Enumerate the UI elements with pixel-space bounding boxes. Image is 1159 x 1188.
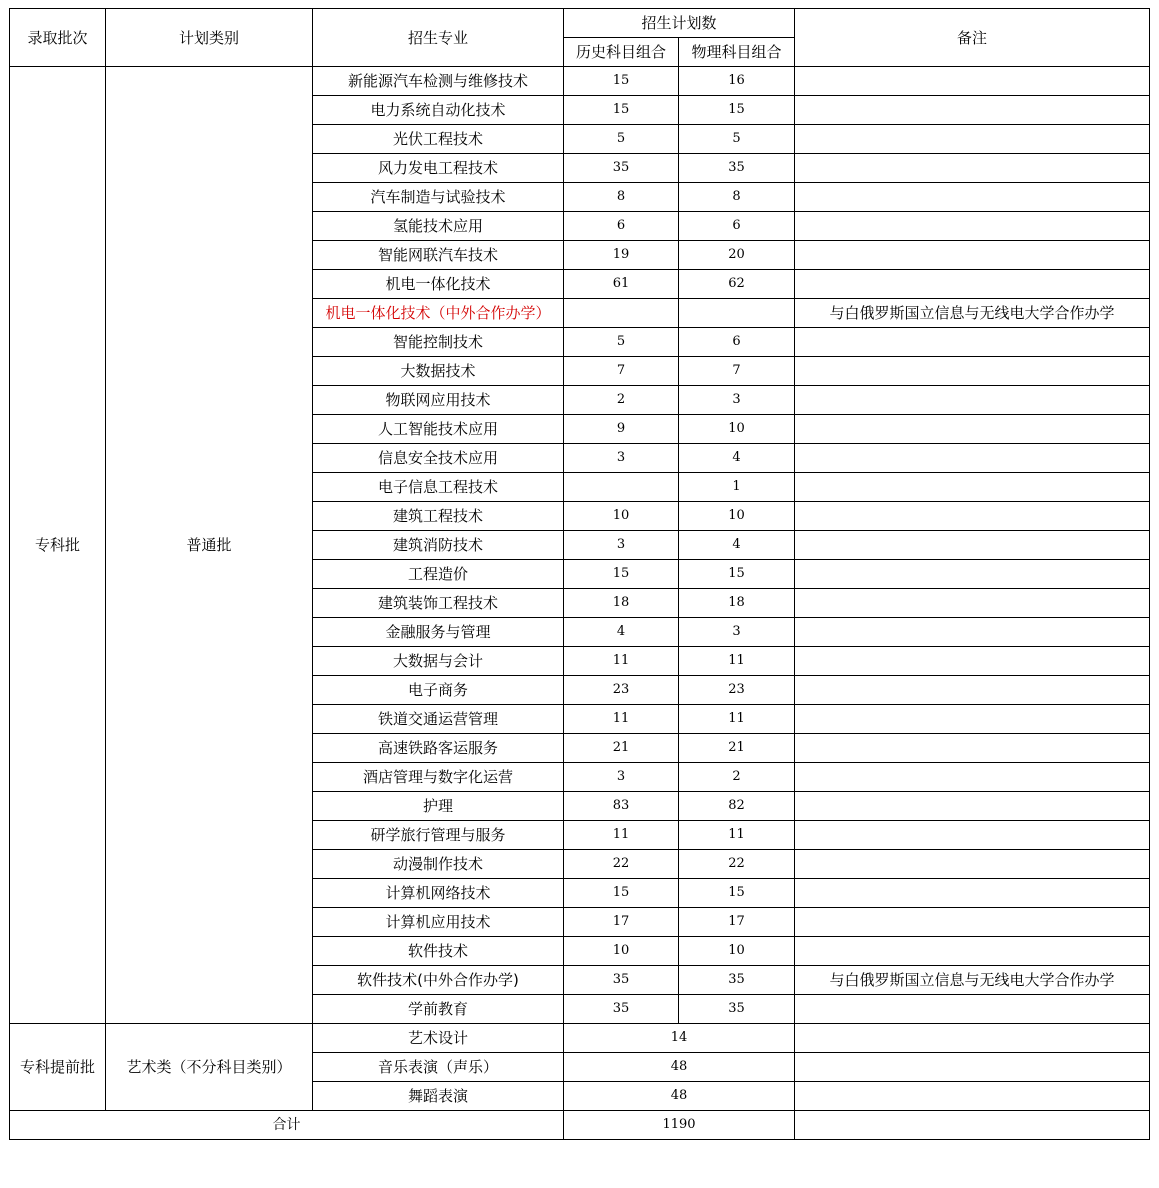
remark-cell	[795, 676, 1150, 705]
physics-count-cell: 2	[679, 763, 795, 792]
physics-count-cell: 4	[679, 444, 795, 473]
physics-count-cell: 5	[679, 125, 795, 154]
major-cell: 大数据技术	[313, 357, 564, 386]
physics-count-cell: 35	[679, 966, 795, 995]
history-count-cell: 3	[564, 763, 679, 792]
history-count-cell: 18	[564, 589, 679, 618]
history-count-cell: 83	[564, 792, 679, 821]
major-cell: 机电一体化技术（中外合作办学）	[313, 299, 564, 328]
remark-cell	[795, 734, 1150, 763]
physics-count-cell: 3	[679, 386, 795, 415]
major-cell: 汽车制造与试验技术	[313, 183, 564, 212]
major-cell: 计算机网络技术	[313, 879, 564, 908]
physics-count-cell: 15	[679, 560, 795, 589]
history-count-cell: 11	[564, 647, 679, 676]
major-cell: 艺术设计	[313, 1024, 564, 1053]
major-cell: 软件技术	[313, 937, 564, 966]
category-cell-early: 艺术类（不分科目类别）	[106, 1024, 313, 1111]
history-count-cell: 15	[564, 560, 679, 589]
major-cell: 大数据与会计	[313, 647, 564, 676]
physics-count-cell: 82	[679, 792, 795, 821]
major-cell: 氢能技术应用	[313, 212, 564, 241]
history-count-cell: 8	[564, 183, 679, 212]
history-count-cell: 19	[564, 241, 679, 270]
header-category: 计划类别	[106, 9, 313, 67]
major-cell: 建筑消防技术	[313, 531, 564, 560]
major-cell: 酒店管理与数字化运营	[313, 763, 564, 792]
total-value: 1190	[564, 1111, 795, 1140]
remark-cell	[795, 995, 1150, 1024]
remark-cell	[795, 879, 1150, 908]
physics-count-cell: 35	[679, 995, 795, 1024]
physics-count-cell: 10	[679, 415, 795, 444]
header-plan-count: 招生计划数	[564, 9, 795, 38]
combined-count-cell: 48	[564, 1053, 795, 1082]
remark-cell	[795, 96, 1150, 125]
physics-count-cell: 62	[679, 270, 795, 299]
physics-count-cell: 1	[679, 473, 795, 502]
history-count-cell: 61	[564, 270, 679, 299]
remark-cell	[795, 792, 1150, 821]
table-row	[10, 1024, 1150, 1053]
physics-count-cell: 18	[679, 589, 795, 618]
remark-cell	[795, 415, 1150, 444]
major-cell: 学前教育	[313, 995, 564, 1024]
major-cell: 智能控制技术	[313, 328, 564, 357]
remark-cell	[795, 270, 1150, 299]
physics-count-cell: 7	[679, 357, 795, 386]
remark-cell	[795, 618, 1150, 647]
remark-cell	[795, 386, 1150, 415]
history-count-cell: 3	[564, 531, 679, 560]
remark-cell	[795, 1082, 1150, 1111]
total-row	[10, 1111, 1150, 1140]
physics-count-cell: 21	[679, 734, 795, 763]
history-count-cell: 11	[564, 705, 679, 734]
major-cell: 动漫制作技术	[313, 850, 564, 879]
header-major: 招生专业	[313, 9, 564, 67]
history-count-cell: 15	[564, 879, 679, 908]
remark-cell	[795, 154, 1150, 183]
remark-cell	[795, 328, 1150, 357]
physics-count-cell: 15	[679, 879, 795, 908]
history-count-cell: 3	[564, 444, 679, 473]
history-count-cell: 11	[564, 821, 679, 850]
remark-cell	[795, 850, 1150, 879]
remark-cell	[795, 502, 1150, 531]
remark-cell: 与白俄罗斯国立信息与无线电大学合作办学	[795, 299, 1150, 328]
major-cell: 金融服务与管理	[313, 618, 564, 647]
remark-cell	[795, 589, 1150, 618]
remark-cell: 与白俄罗斯国立信息与无线电大学合作办学	[795, 966, 1150, 995]
remark-cell	[795, 763, 1150, 792]
header-remark: 备注	[795, 9, 1150, 67]
history-count-cell: 9	[564, 415, 679, 444]
major-cell: 高速铁路客运服务	[313, 734, 564, 763]
history-count-cell	[564, 473, 679, 502]
history-count-cell: 35	[564, 995, 679, 1024]
history-count-cell: 21	[564, 734, 679, 763]
major-cell: 机电一体化技术	[313, 270, 564, 299]
physics-count-cell: 10	[679, 502, 795, 531]
header-history: 历史科目组合	[564, 38, 679, 67]
combined-count-cell: 48	[564, 1082, 795, 1111]
history-count-cell: 5	[564, 125, 679, 154]
remark-cell	[795, 937, 1150, 966]
history-count-cell: 4	[564, 618, 679, 647]
major-cell: 信息安全技术应用	[313, 444, 564, 473]
physics-count-cell: 10	[679, 937, 795, 966]
remark-cell	[795, 821, 1150, 850]
physics-count-cell: 4	[679, 531, 795, 560]
remark-cell	[795, 1024, 1150, 1053]
remark-cell	[795, 444, 1150, 473]
physics-count-cell: 20	[679, 241, 795, 270]
history-count-cell: 10	[564, 937, 679, 966]
major-cell: 计算机应用技术	[313, 908, 564, 937]
physics-count-cell: 23	[679, 676, 795, 705]
remark-cell	[795, 560, 1150, 589]
physics-count-cell: 6	[679, 328, 795, 357]
physics-count-cell: 11	[679, 647, 795, 676]
major-cell: 音乐表演（声乐）	[313, 1053, 564, 1082]
history-count-cell: 5	[564, 328, 679, 357]
major-cell: 物联网应用技术	[313, 386, 564, 415]
physics-count-cell: 22	[679, 850, 795, 879]
remark-cell	[795, 705, 1150, 734]
category-cell-regular: 普通批	[106, 67, 313, 1024]
physics-count-cell: 17	[679, 908, 795, 937]
history-count-cell: 15	[564, 67, 679, 96]
history-count-cell: 23	[564, 676, 679, 705]
history-count-cell: 15	[564, 96, 679, 125]
batch-cell-regular: 专科批	[10, 67, 106, 1024]
major-cell: 舞蹈表演	[313, 1082, 564, 1111]
history-count-cell: 35	[564, 154, 679, 183]
history-count-cell	[564, 299, 679, 328]
history-count-cell: 35	[564, 966, 679, 995]
history-count-cell: 10	[564, 502, 679, 531]
history-count-cell: 6	[564, 212, 679, 241]
header-row-1	[10, 9, 1150, 38]
physics-count-cell: 8	[679, 183, 795, 212]
batch-cell-early: 专科提前批	[10, 1024, 106, 1111]
major-cell: 人工智能技术应用	[313, 415, 564, 444]
physics-count-cell	[679, 299, 795, 328]
major-cell: 新能源汽车检测与维修技术	[313, 67, 564, 96]
enrollment-plan-table	[9, 8, 1150, 1140]
history-count-cell: 7	[564, 357, 679, 386]
remark-cell	[795, 125, 1150, 154]
history-count-cell: 22	[564, 850, 679, 879]
total-remark	[795, 1111, 1150, 1140]
major-cell: 光伏工程技术	[313, 125, 564, 154]
major-cell: 电子信息工程技术	[313, 473, 564, 502]
remark-cell	[795, 212, 1150, 241]
physics-count-cell: 15	[679, 96, 795, 125]
physics-count-cell: 11	[679, 705, 795, 734]
remark-cell	[795, 473, 1150, 502]
table-row	[10, 67, 1150, 96]
major-cell: 护理	[313, 792, 564, 821]
remark-cell	[795, 531, 1150, 560]
remark-cell	[795, 183, 1150, 212]
physics-count-cell: 35	[679, 154, 795, 183]
major-cell: 建筑装饰工程技术	[313, 589, 564, 618]
remark-cell	[795, 908, 1150, 937]
header-physics: 物理科目组合	[679, 38, 795, 67]
remark-cell	[795, 647, 1150, 676]
history-count-cell: 2	[564, 386, 679, 415]
physics-count-cell: 6	[679, 212, 795, 241]
major-cell: 智能网联汽车技术	[313, 241, 564, 270]
major-cell: 软件技术(中外合作办学)	[313, 966, 564, 995]
remark-cell	[795, 1053, 1150, 1082]
major-cell: 工程造价	[313, 560, 564, 589]
major-cell: 电力系统自动化技术	[313, 96, 564, 125]
physics-count-cell: 3	[679, 618, 795, 647]
physics-count-cell: 16	[679, 67, 795, 96]
major-cell: 铁道交通运营管理	[313, 705, 564, 734]
header-batch: 录取批次	[10, 9, 106, 67]
remark-cell	[795, 357, 1150, 386]
major-cell: 风力发电工程技术	[313, 154, 564, 183]
total-label: 合计	[10, 1111, 564, 1140]
major-cell: 研学旅行管理与服务	[313, 821, 564, 850]
major-cell: 电子商务	[313, 676, 564, 705]
major-cell: 建筑工程技术	[313, 502, 564, 531]
remark-cell	[795, 241, 1150, 270]
physics-count-cell: 11	[679, 821, 795, 850]
remark-cell	[795, 67, 1150, 96]
history-count-cell: 17	[564, 908, 679, 937]
combined-count-cell: 14	[564, 1024, 795, 1053]
